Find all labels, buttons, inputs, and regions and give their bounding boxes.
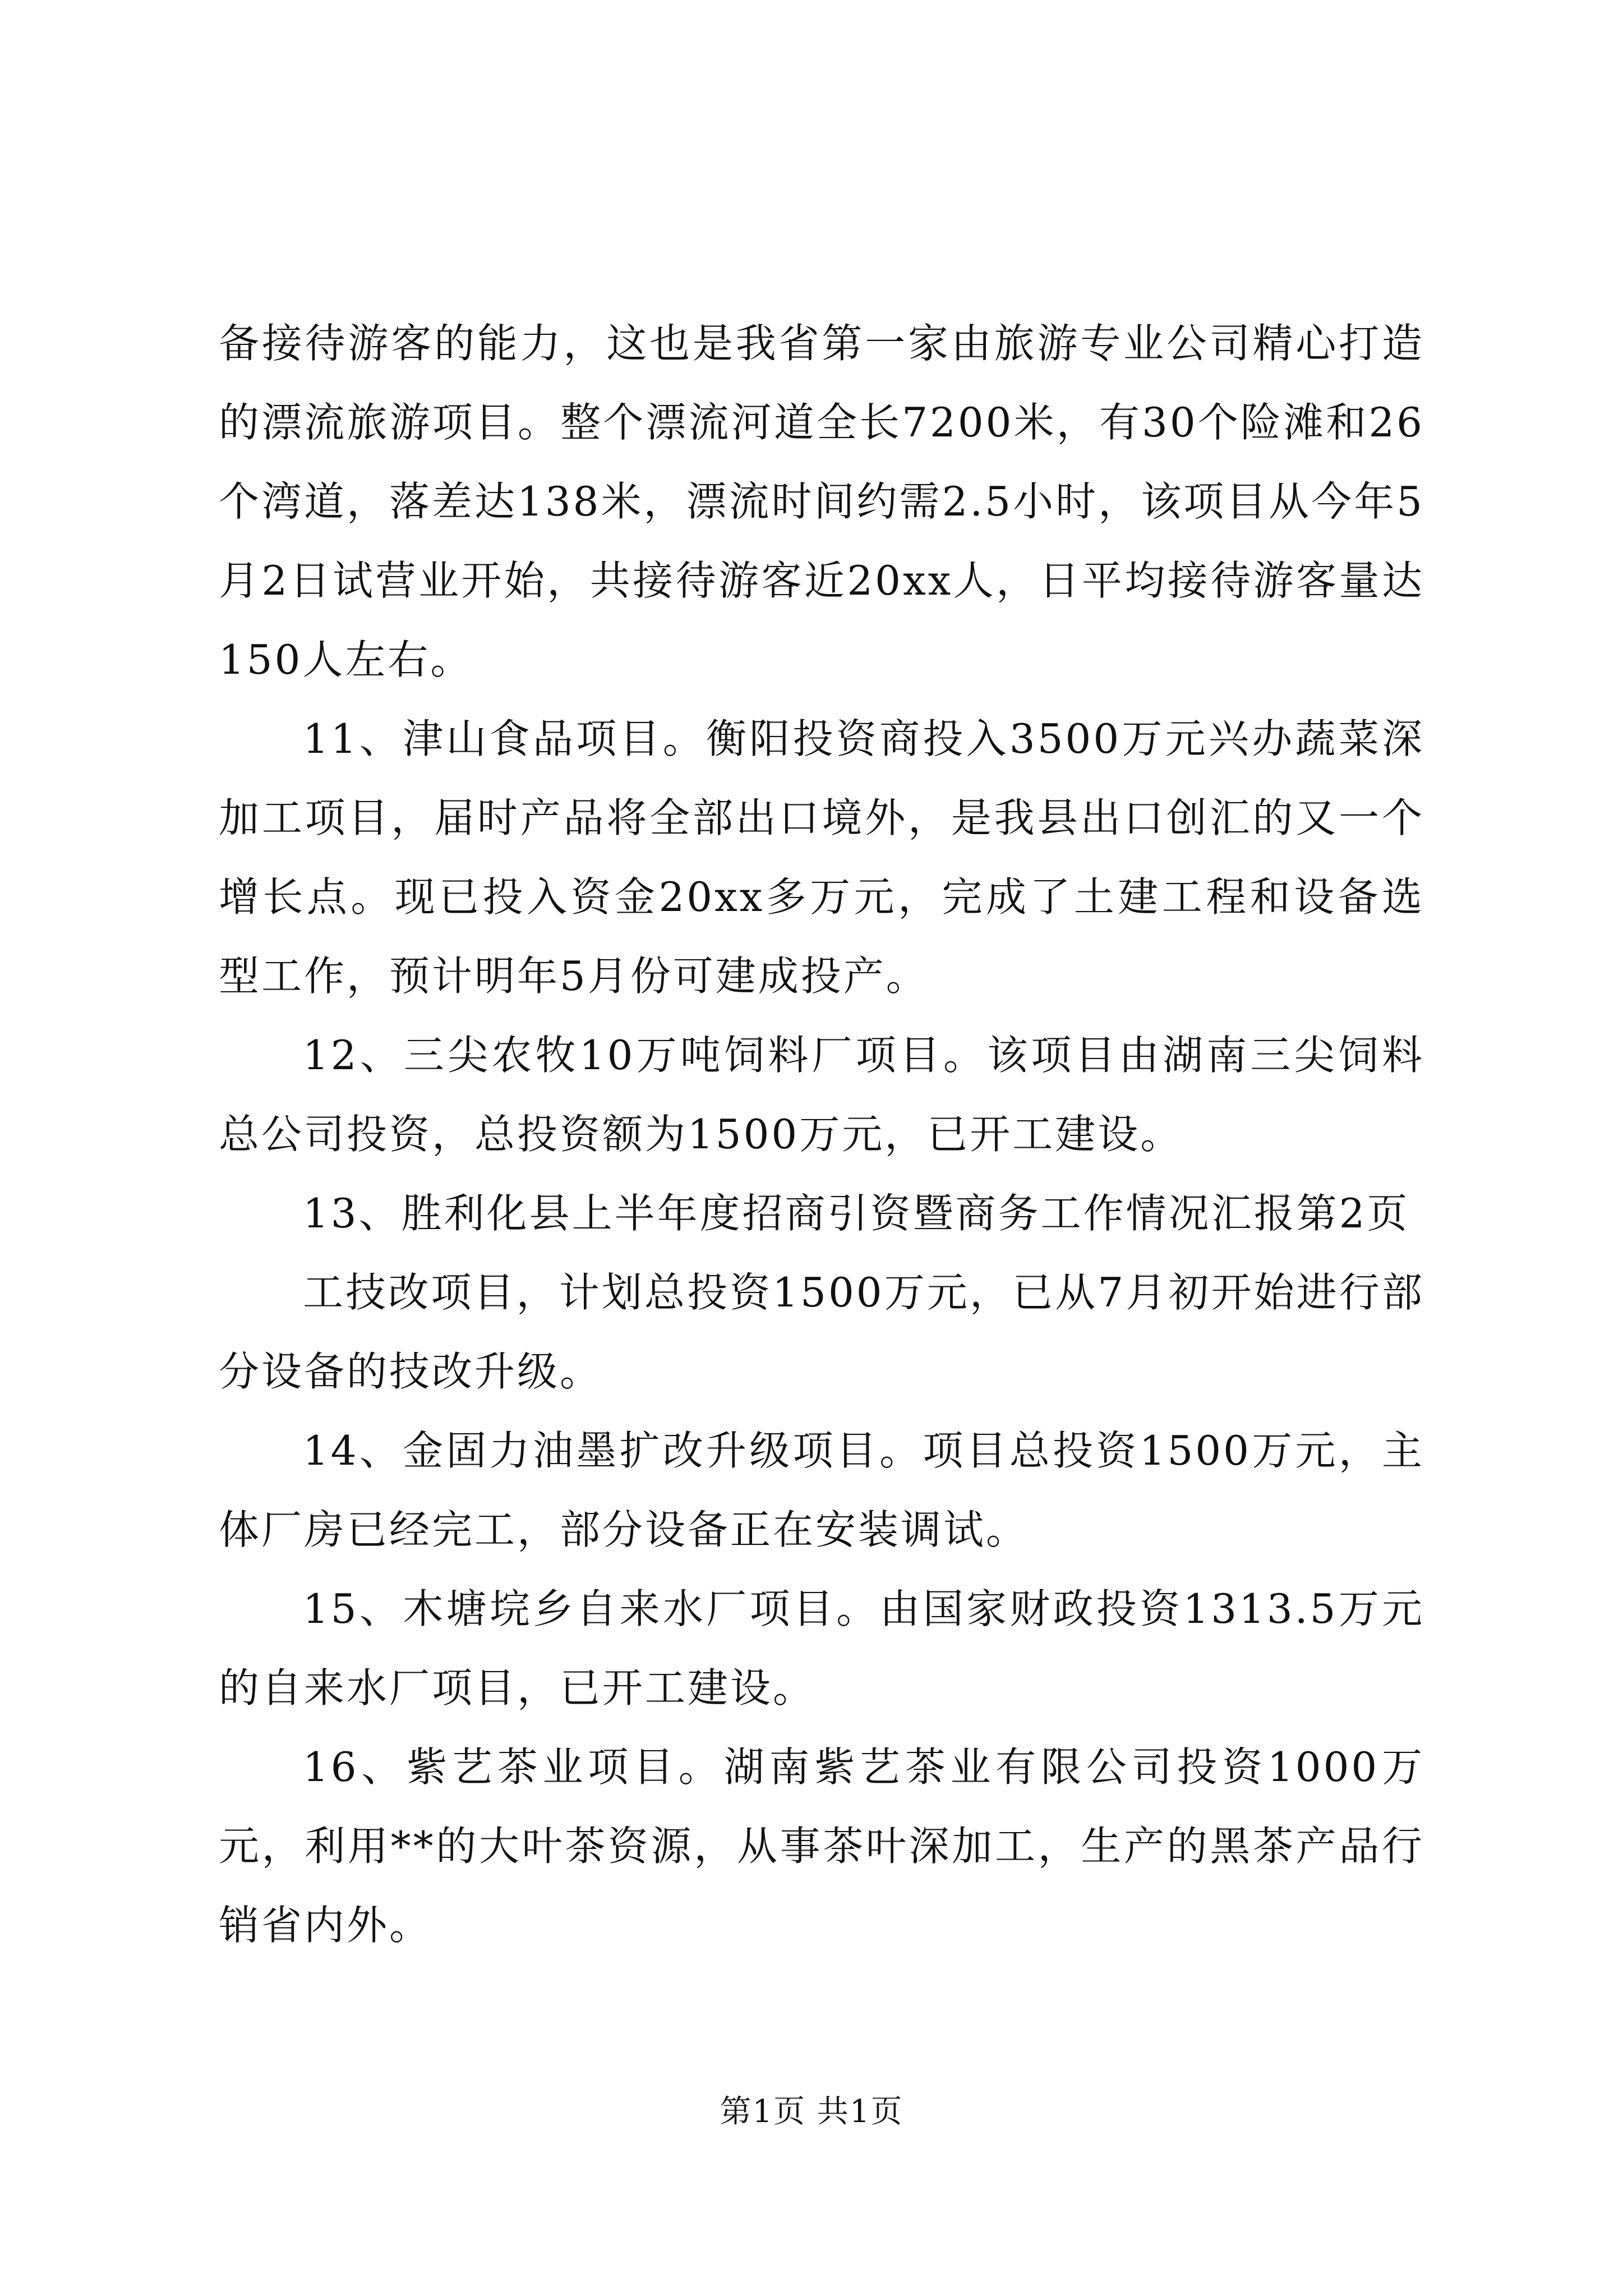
paragraph-4: 13、胜利化县上半年度招商引资暨商务工作情况汇报第2页 xyxy=(303,1190,1410,1237)
paragraph-6: 14、金固力油墨扩改升级项目。项目总投资1500万元，主体厂房已经完工，部分设备正在安装调试。 xyxy=(219,1427,1424,1553)
paragraph-8: 16、紫艺茶业项目。湖南紫艺茶业有限公司投资1000万元，利用**的大叶茶资源，从事茶叶深加工，生产的黑茶产品行销省内外。 xyxy=(219,1743,1424,1949)
paragraph-7: 15、木塘垸乡自来水厂项目。由国家财政投资1313.5万元的自来水厂项目，已开工建设。 xyxy=(219,1585,1424,1711)
document-body xyxy=(219,304,1424,1965)
page-footer: 第1页 共1页 xyxy=(720,2093,903,2130)
paragraph-5: 工技改项目，计划总投资1500万元，已从7月初开始进行部分设备的技改升级。 xyxy=(219,1269,1424,1395)
paragraph-2: 11、津山食品项目。衡阳投资商投入3500万元兴办蔬菜深加工项目，届时产品将全部出口境外，是我县出口创汇的又一个增长点。现已投入资金20xx多万元，完成了土建工程和设备选型工作，预计明年5月份可建成投产。 xyxy=(219,715,1424,1000)
paragraph-1: 备接待游客的能力，这也是我省第一家由旅游专业公司精心打造的漂流旅游项目。整个漂流河道全长7200米，有30个险滩和26个湾道，落差达138米，漂流时间约需2.5小时，该项目从今年5月2日试营业开始，共接待游客近20xx人，日平均接待游客量达150人左右。 xyxy=(219,320,1424,683)
paragraph-3: 12、三尖农牧10万吨饲料厂项目。该项目由湖南三尖饲料总公司投资，总投资额为1500万元，已开工建设。 xyxy=(219,1032,1424,1158)
